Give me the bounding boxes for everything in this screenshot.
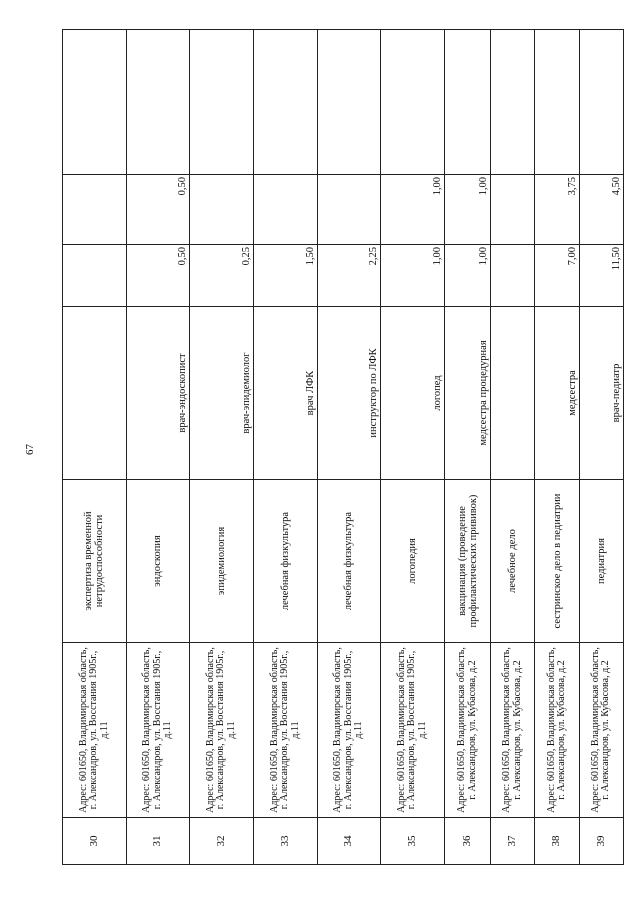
value-cell-3 (63, 30, 127, 175)
staff-table-wrapper (62, 30, 624, 865)
address-cell: Адрес: 601650, Владимирская область, г. Александров, ул. Восстания 1905г., д.11 (381, 643, 445, 818)
address-cell: Адрес: 601650, Владимирская область, г. Александров, ул. Кубасова, д.2 (491, 643, 535, 818)
value-cell-1: 11,50 (579, 245, 623, 307)
row-number: 32 (190, 818, 254, 865)
activity-cell: сестринское дело в педиатрии (535, 480, 579, 643)
value-cell-1: 1,00 (444, 245, 490, 307)
row-number: 33 (253, 818, 317, 865)
row-number: 39 (579, 818, 623, 865)
specialist-cell: медсестра (535, 307, 579, 480)
value-cell-3 (444, 30, 490, 175)
activity-cell: лечебная физкультура (317, 480, 381, 643)
value-cell-3 (579, 30, 623, 175)
row-number: 38 (535, 818, 579, 865)
address-cell: Адрес: 601650, Владимирская область, г. Александров, ул. Восстания 1905г., д.11 (190, 643, 254, 818)
value-cell-3 (491, 30, 535, 175)
address-cell: Адрес: 601650, Владимирская область, г. Александров, ул. Восстания 1905г., д.11 (253, 643, 317, 818)
activity-cell: эндоскопия (126, 480, 190, 643)
value-cell-2 (63, 175, 127, 245)
table-row (444, 30, 490, 865)
table-row (126, 30, 190, 865)
value-cell-2 (317, 175, 381, 245)
value-cell-1: 1,00 (381, 245, 445, 307)
value-cell-1 (491, 245, 535, 307)
address-cell: Адрес: 601650, Владимирская область, г. Александров, ул. Восстания 1905г., д.11 (126, 643, 190, 818)
specialist-cell: медсестра процедурная (444, 307, 490, 480)
value-cell-2: 1,00 (381, 175, 445, 245)
value-cell-1: 0,50 (126, 245, 190, 307)
value-cell-3 (126, 30, 190, 175)
activity-cell: лечебное дело (491, 480, 535, 643)
value-cell-2 (491, 175, 535, 245)
value-cell-3 (253, 30, 317, 175)
value-cell-2: 4,50 (579, 175, 623, 245)
table-row (381, 30, 445, 865)
table-row (317, 30, 381, 865)
activity-cell: логопедия (381, 480, 445, 643)
activity-cell: вакцинация (проведение профилактических прививок) (444, 480, 490, 643)
specialist-cell: врач-эндоскопист (126, 307, 190, 480)
value-cell-1: 7,00 (535, 245, 579, 307)
specialist-cell: логопед (381, 307, 445, 480)
table-row (535, 30, 579, 865)
row-number: 35 (381, 818, 445, 865)
row-number: 34 (317, 818, 381, 865)
row-number: 31 (126, 818, 190, 865)
value-cell-1 (63, 245, 127, 307)
row-number: 36 (444, 818, 490, 865)
specialist-cell: инструктор по ЛФК (317, 307, 381, 480)
row-number: 30 (63, 818, 127, 865)
table-row (491, 30, 535, 865)
specialist-cell (63, 307, 127, 480)
specialist-cell: врач-педиатр (579, 307, 623, 480)
activity-cell: педиатрия (579, 480, 623, 643)
activity-cell: эпидемиология (190, 480, 254, 643)
address-cell: Адрес: 601650, Владимирская область, г. Александров, ул. Восстания 1905г., д.11 (317, 643, 381, 818)
address-cell: Адрес: 601650, Владимирская область, г. Александров, ул. Восстания 1905г., д.11 (63, 643, 127, 818)
specialist-cell (491, 307, 535, 480)
specialist-cell: врач-эпидемиолог (190, 307, 254, 480)
address-cell: Адрес: 601650, Владимирская область, г. Александров, ул. Кубасова, д.2 (444, 643, 490, 818)
value-cell-2 (190, 175, 254, 245)
table-row (253, 30, 317, 865)
specialist-cell: врач ЛФК (253, 307, 317, 480)
page-number: 67 (24, 444, 36, 455)
activity-cell: лечебная физкультура (253, 480, 317, 643)
table-row (63, 30, 127, 865)
value-cell-2: 1,00 (444, 175, 490, 245)
activity-cell: экспертиза временной нетрудоспособности (63, 480, 127, 643)
value-cell-1: 0,25 (190, 245, 254, 307)
value-cell-2: 0,50 (126, 175, 190, 245)
value-cell-1: 1,50 (253, 245, 317, 307)
address-cell: Адрес: 601650, Владимирская область, г. Александров, ул. Кубасова, д.2 (579, 643, 623, 818)
table-row (190, 30, 254, 865)
row-number: 37 (491, 818, 535, 865)
value-cell-3 (190, 30, 254, 175)
value-cell-2 (253, 175, 317, 245)
staff-table (62, 29, 624, 865)
address-cell: Адрес: 601650, Владимирская область, г. Александров, ул. Кубасова, д.2 (535, 643, 579, 818)
value-cell-3 (317, 30, 381, 175)
value-cell-2: 3,75 (535, 175, 579, 245)
value-cell-1: 2,25 (317, 245, 381, 307)
table-row (579, 30, 623, 865)
value-cell-3 (535, 30, 579, 175)
value-cell-3 (381, 30, 445, 175)
